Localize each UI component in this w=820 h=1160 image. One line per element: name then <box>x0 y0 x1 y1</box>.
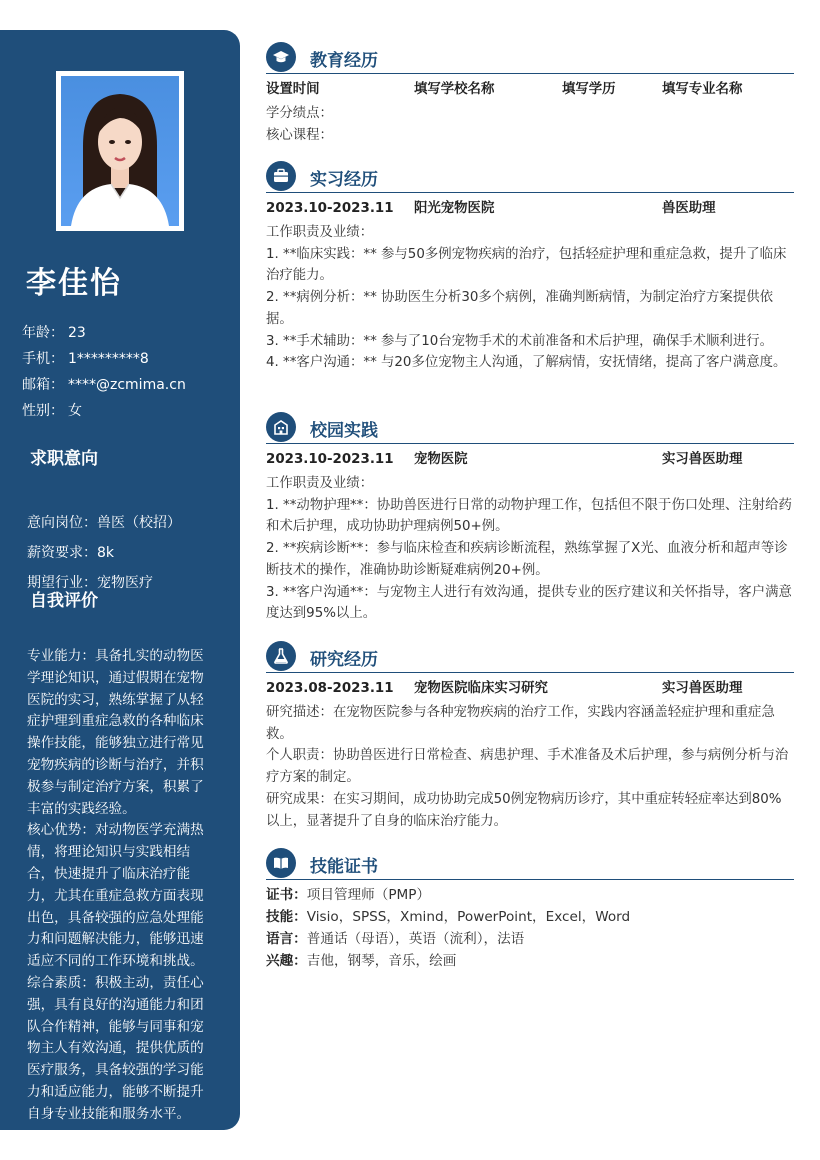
self-eval-paragraph: 综合素质：积极主动，责任心强，具有良好的沟通能力和团队合作精神，能够与同事和宠物主人有效沟通，提供优质的医疗服务，具备较强的学习能力和适应能力，能够不断提升自身专业技能和服务水平。 <box>27 974 204 1122</box>
internship-row <box>266 198 794 220</box>
detail-line: 工作职责及业绩： <box>266 225 374 240</box>
self-eval-paragraph: 专业能力：具备扎实的动物医学理论知识，通过假期在宠物医院的实习，熟练掌握了从轻症护理到重症急救的各种临床操作技能，能够独立进行常见宠物疾病的诊断与治疗，并积极参与制定治疗方案，积累了丰富的实践经验。 <box>27 648 204 817</box>
section-education-header <box>266 40 794 74</box>
campus-role: 实习兽医助理 <box>662 452 743 467</box>
info-phone: 手机： 1*********8 <box>22 351 149 367</box>
campus-details <box>266 473 794 625</box>
info-email: 邮箱： ****@zcmima.cn <box>22 377 186 393</box>
education-time: 设置时间 <box>266 82 320 97</box>
self-eval-title: 自我评价 <box>30 591 98 611</box>
detail-line: 1. **动物护理**：协助兽医进行日常的动物护理工作，包括但不限于伤口处理、注射给药和术后护理，成功协助护理病例50+例。 <box>266 497 792 535</box>
portrait-image <box>61 76 179 226</box>
education-school: 填写学校名称 <box>414 82 495 97</box>
briefcase-icon <box>266 161 296 191</box>
intent-position: 意向岗位：兽医（校招） <box>27 515 181 531</box>
detail-line: 2. **病例分析：** 协助医生分析30多个病例，准确判断病情，为制定治疗方案提供依据。 <box>266 290 773 327</box>
campus-org: 宠物医院 <box>414 452 468 467</box>
detail-line: 1. **临床实践：** 参与50多例宠物疾病的治疗，包括轻症护理和重症急救，提升了临床治疗能力。 <box>266 246 787 284</box>
detail-line: 研究描述：在宠物医院参与各种宠物疾病的治疗工作，实践内容涵盖轻症护理和重症急救。 <box>266 705 775 742</box>
intent-industry: 期望行业：宠物医疗 <box>27 575 153 591</box>
section-skills-header <box>266 846 794 880</box>
profile-photo <box>56 71 184 231</box>
research-time: 2023.08-2023.11 <box>266 681 394 696</box>
research-role: 实习兽医助理 <box>662 681 743 696</box>
info-gender: 性别： 女 <box>22 403 82 419</box>
campus-time: 2023.10-2023.11 <box>266 452 394 467</box>
internship-time: 2023.10-2023.11 <box>266 201 394 216</box>
book-icon <box>266 848 296 878</box>
info-age: 年龄： 23 <box>22 325 86 341</box>
building-icon <box>266 412 296 442</box>
detail-line: 3. **客户沟通**：与宠物主人进行有效沟通，提供专业的医疗建议和关怀指导，客户满意度达到95%以上。 <box>266 584 792 622</box>
internship-details <box>266 222 794 374</box>
section-campus-header <box>266 410 794 444</box>
section-title: 研究经历 <box>310 650 378 670</box>
skill-interests: 兴趣：吉他，钢琴，音乐，绘画 <box>266 953 457 969</box>
intent-title: 求职意向 <box>30 449 98 469</box>
education-major: 填写专业名称 <box>662 82 743 97</box>
section-title: 教育经历 <box>310 51 378 71</box>
detail-line: 4. **客户沟通：** 与20多位宠物主人沟通，了解病情，安抚情绪，提高了客户满意度。 <box>266 355 787 371</box>
graduation-cap-icon <box>266 42 296 72</box>
research-row <box>266 678 794 700</box>
section-title: 实习经历 <box>310 170 378 190</box>
skill-tools: 技能：Visio，SPSS，Xmind，PowerPoint，Excel，Word <box>266 909 631 925</box>
education-courses: 核心课程： <box>266 128 333 143</box>
intent-list <box>27 508 181 598</box>
self-eval-paragraph: 核心优势：对动物医学充满热情，将理论知识与实践相结合，快速提升了临床治疗能力，尤其在重症急救方面表现出色，具备较强的应急处理能力和问题解决能力，能够迅速适应不同的工作环境和挑战。 <box>27 822 204 970</box>
detail-line: 3. **手术辅助：** 参与了10台宠物手术的术前准备和术后护理，确保手术顺利进行。 <box>266 333 773 349</box>
basic-info <box>22 320 186 424</box>
detail-line: 个人职责：协助兽医进行日常检查、病患护理、手术准备及术后护理，参与病例分析与治疗方案的制定。 <box>266 748 789 786</box>
section-internship-header <box>266 159 794 193</box>
internship-role: 兽医助理 <box>662 201 716 216</box>
section-title: 校园实践 <box>310 421 378 441</box>
candidate-name: 李佳怡 <box>26 266 122 301</box>
education-gpa: 学分绩点： <box>266 106 333 121</box>
skill-certificates: 证书：项目管理师（PMP） <box>266 887 431 903</box>
section-research-header <box>266 639 794 673</box>
section-title: 技能证书 <box>310 857 378 877</box>
campus-row <box>266 449 794 471</box>
detail-line: 2. **疾病诊断**：参与临床检查和疾病诊断流程，熟练掌握了X光、血液分析和超声等诊断技术的操作，准确协助诊断疑难病例20+例。 <box>266 541 788 578</box>
research-details <box>266 702 794 832</box>
sidebar <box>0 30 240 1130</box>
flask-icon <box>266 641 296 671</box>
education-row <box>266 79 794 101</box>
education-degree: 填写学历 <box>562 82 616 97</box>
research-org: 宠物医院临床实习研究 <box>414 681 548 696</box>
skill-languages: 语言：普通话（母语），英语（流利），法语 <box>266 931 525 947</box>
internship-org: 阳光宠物医院 <box>414 201 495 216</box>
skills-list <box>266 884 630 972</box>
detail-line: 研究成果：在实习期间，成功协助完成50例宠物病历诊疗，其中重症转轻症率达到80%以上，显著提升了自身的临床治疗能力。 <box>266 791 782 829</box>
intent-salary: 薪资要求：8k <box>27 545 115 561</box>
detail-line: 工作职责及业绩： <box>266 476 374 491</box>
self-eval-text <box>27 646 217 1126</box>
